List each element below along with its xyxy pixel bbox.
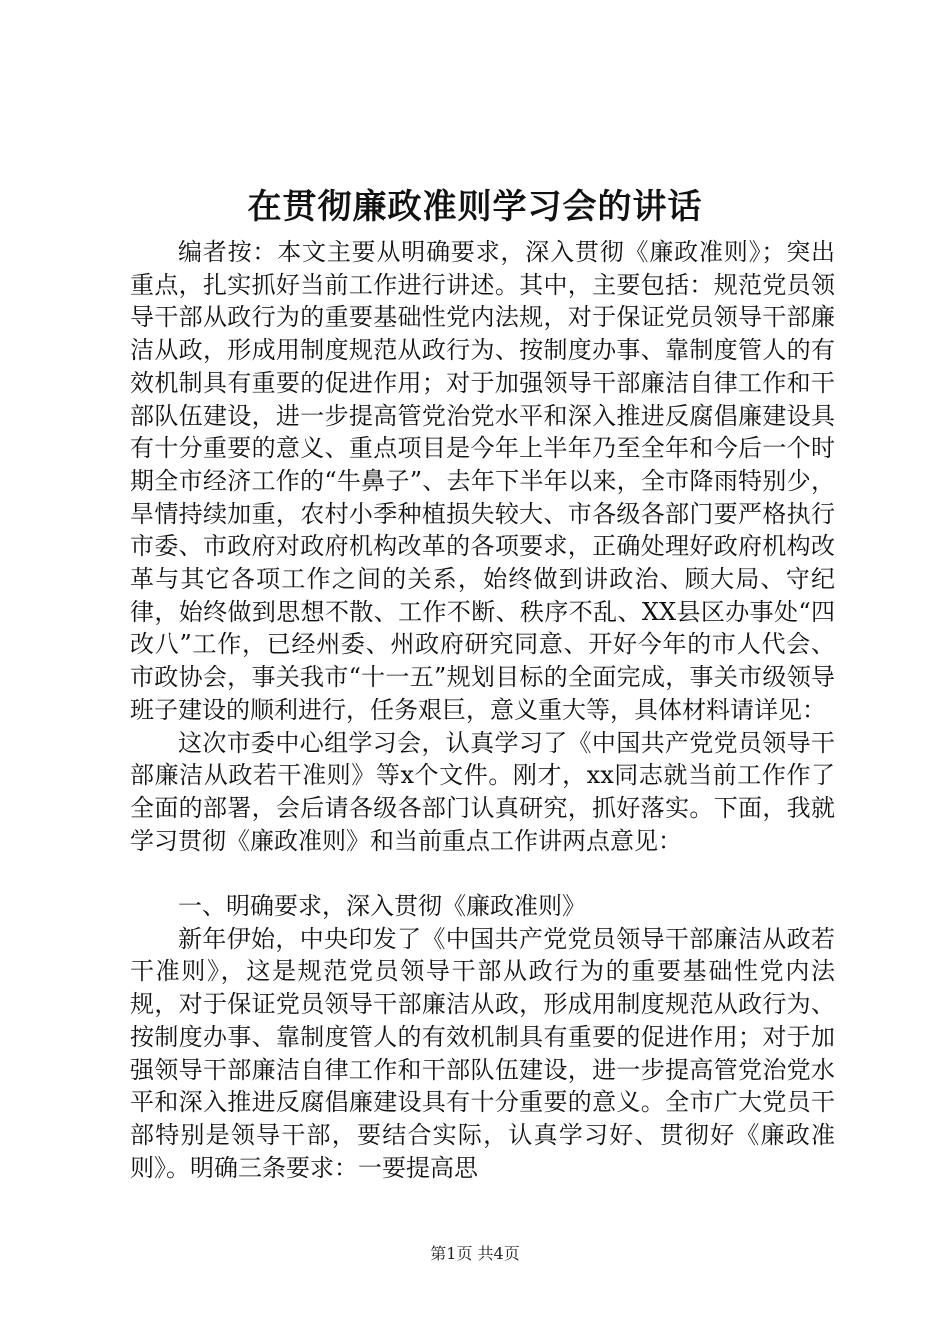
document-body — [130, 236, 835, 1184]
document-title: 在贯彻廉政准则学习会的讲话 — [247, 187, 703, 227]
editor-note-paragraph: 编者按：本文主要从明确要求，深入贯彻《廉政准则》；突出重点，扎实抓好当前工作进行讲述。其中，主要包括：规范党员领导干部从政行为的重要基础性党内法规，对于保证党员领导干部廉洁从政，形成用制度规范从政行为、按制度办事、靠制度管人的有效机制具有重要的促进作用；对于加强领导干部廉洁自律工作和干部队伍建设，进一步提高管党治党水平和深入推进反腐倡廉建设具有十分重要的意义、重点项目是今年上半年乃至全年和今后一个时期全市经济工作的“牛鼻子”、去年下半年以来，全市降雨特别少，旱情持续加重，农村小季种植损失较大、市各级各部门要严格执行市委、市政府对政府机构改革的各项要求，正确处理好政府机构改革与其它各项工作之间的关系，始终做到讲政治、顾大局、守纪律，始终做到思想不散、工作不断、秩序不乱、XX县区办事处“四改八”工作，已经州委、州政府研究同意、开好今年的市人代会、市政协会，事关我市“十一五”规划目标的全面完成，事关市级领导班子建设的顺利进行，任务艰巨，意义重大等，具体材料请详见： — [130, 238, 835, 724]
section-heading: 一、明确要求，深入贯彻《廉政准则》 — [178, 892, 586, 921]
intro-paragraph: 这次市委中心组学习会，认真学习了《中国共产党党员领导干部廉洁从政若干准则》等x个文件。刚才，xx同志就当前工作作了全面的部署，会后请各级各部门认真研究，抓好落实。下面，我就学习贯彻《廉政准则》和当前重点工作讲两点意见： — [130, 728, 835, 855]
section-paragraph: 新年伊始，中央印发了《中国共产党党员领导干部廉洁从政若干准则》，这是规范党员领导干部从政行为的重要基础性党内法规，对于保证党员领导干部廉洁从政，形成用制度规范从政行为、按制度办事、靠制度管人的有效机制具有重要的促进作用；对于加强领导干部廉洁自律工作和干部队伍建设，进一步提高管党治党水平和深入推进反腐倡廉建设具有十分重要的意义。全市广大党员干部特别是领导干部，要结合实际，认真学习好、贯彻好《廉政准则》。明确三条要求：一要提高思 — [130, 924, 835, 1182]
page-footer: 第1页 共4页 — [430, 1244, 520, 1263]
